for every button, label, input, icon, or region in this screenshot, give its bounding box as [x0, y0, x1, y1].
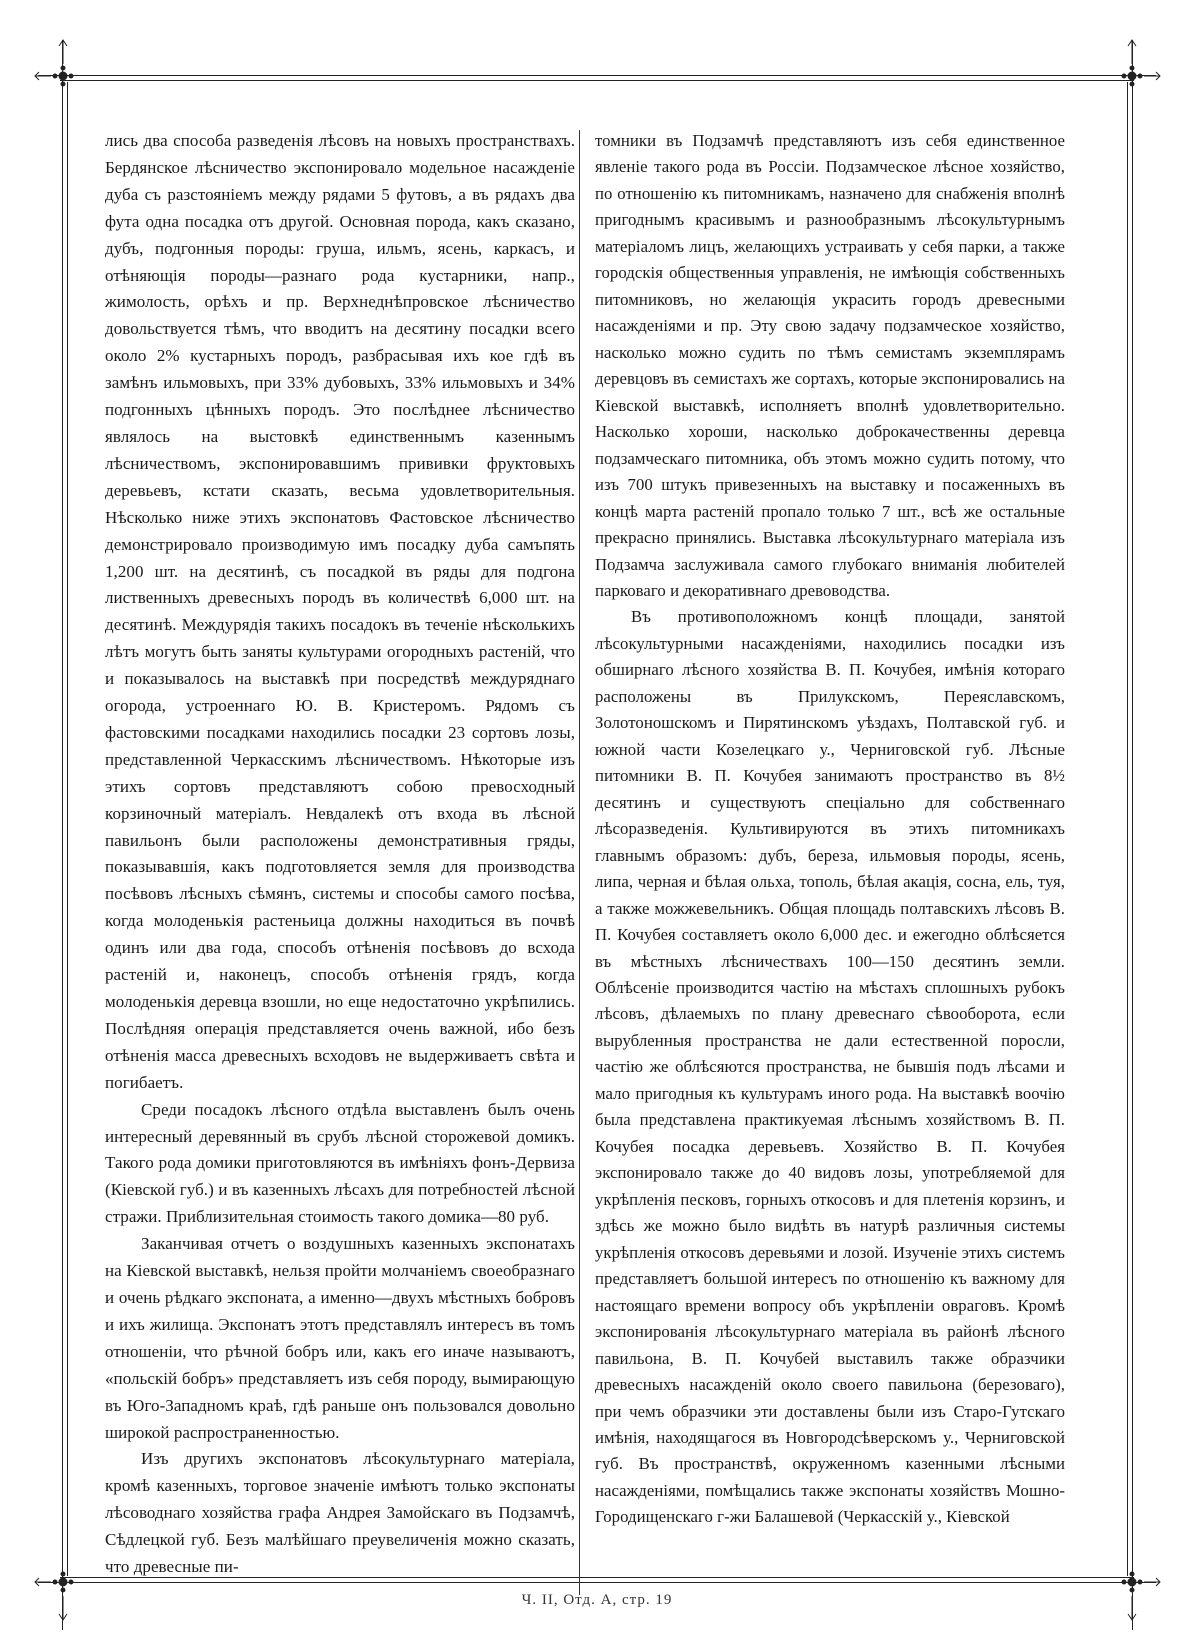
column-divider [579, 130, 580, 1595]
frame-top-line [38, 75, 1156, 76]
frame-right-line [1132, 40, 1133, 1630]
paragraph: Среди посадокъ лѣсного отдѣла выставленъ былъ очень интересный деревянный въ срубъ лѣсной сторожевой домикъ. Такого рода домики приготовляются въ имѣніяхъ фонъ-Дервиза (Кіевской губ.) и въ казенныхъ лѣсахъ для потребностей лѣсной стражи. Приблизительная стоимость такого домика—80 руб. [105, 1099, 575, 1227]
paragraph: Изъ другихъ экспонатовъ лѣсокультурнаго матеріала, кромѣ казенныхъ, торговое значеніе имѣютъ только экспонаты лѣсоводнаго хозяйства графа Андрея Замойскаго въ Подзамчѣ, Сѣдлецкой губ. Безъ малѣйшаго преувеличенія можно сказать, что древесные пи- [105, 1449, 575, 1577]
corner-ornament-icon [33, 1542, 93, 1622]
page-footer: Ч. II, Отд. А, стр. 19 [521, 1592, 673, 1608]
frame-right-line-inner [1127, 82, 1128, 1576]
frame-left-line-inner [67, 82, 68, 1576]
corner-ornament-icon [1102, 1542, 1162, 1622]
left-text-column [105, 128, 575, 1581]
right-text-column [595, 128, 1065, 1531]
frame-bottom-line [38, 1582, 1156, 1583]
frame-top-line-inner [60, 80, 1134, 81]
paragraph: Заканчивая отчетъ о воздушныхъ казенныхъ экспонатахъ на Кіевской выставкѣ, нельзя пройти молчаніемъ своеобразнаго и очень рѣдкаго экспоната, а именно—двухъ мѣстныхъ бобровъ и ихъ жилища. Экспонатъ этотъ представлялъ интересъ въ томъ отношеніи, что рѣчной бобръ или, какъ его иначе называютъ, «польскій бобръ» представляетъ изъ себя породу, вымирающую въ Юго-Западномъ краѣ, гдѣ раньше онъ пользовался довольно широкой распространенностью. [105, 1234, 575, 1442]
paragraph: лись два способа разведенія лѣсовъ на новыхъ пространствахъ. Бердянское лѣсничество экспонировало модельное насажденіе дуба съ разстояніемъ между рядами 5 футовъ, а въ рядахъ два фута одна посадка отъ другой. Основная порода, какъ сказано, дубъ, подгонныя породы: груша, ильмъ, ясень, каркасъ, и отѣняющія породы—разнаго рода кустарники, напр., жимолость, орѣхъ и пр. Верхнеднѣпровское лѣсничество довольствуется тѣмъ, что вводитъ на десятину посадки всего около 2% кустарныхъ породъ, разбрасывая ихъ кое гдѣ въ замѣнъ ильмовыхъ, при 33% дубовыхъ, 33% ильмовыхъ и 34% подгонныхъ цѣнныхъ породъ. Это послѣднее лѣсничество являлось на выстовкѣ единственнымъ казеннымъ лѣсничествомъ, экспонировавшимъ прививки фруктовыхъ деревьевъ, кстати сказать, весьма удовлетворительныя. Нѣсколько ниже этихъ экспонатовъ Фастовское лѣсничество демонстрировало производимую имъ посадку дуба самъпять 1,200 шт. на десятинѣ, съ посадкой въ ряды для подгона лиственныхъ древесныхъ породъ въ количествѣ 6,000 шт. на десятинѣ. Междурядія такихъ посадокъ въ теченіе нѣсколькихъ лѣтъ могутъ быть заняты культурами огородныхъ растеній, что и показывалось на выставкѣ при посредствѣ междуряднаго огорода, устроеннаго Ю. В. Кристеромъ. Рядомъ съ фастовскими посадками находились посадки 23 сортовъ лозы, представленной Черкасскимъ лѣсничествомъ. Нѣкоторые изъ этихъ сортовъ представляютъ собою превосходный корзиночный матеріалъ. Невдалекѣ отъ входа въ лѣсной павильонъ были расположены демонстративныя гряды, показывавшія, какъ подготовляется земля для производства посѣвовъ лѣсныхъ сѣмянъ, системы и способы самого посѣва, когда молоденькія растеньица должны находиться въ почвѣ одинъ или два года, способъ отѣненія посѣвовъ до всхода растеній и, наконецъ, способъ отѣненія грядъ, когда молоденькія деревца взошли, но еще недостаточно укрѣпились. Послѣдняя операція представляется очень важной, ибо безъ отѣненія масса древесныхъ всходовъ не выдерживаетъ свѣта и погибаетъ. [105, 131, 575, 1092]
paragraph: томники въ Подзамчѣ представляютъ изъ себя единственное явленіе такого рода въ Россіи. Подзамческое лѣсное хозяйство, по отношенію къ питомникамъ, назначено для снабженія вполнѣ пригоднымъ красивымъ и разнообразнымъ лѣсокультурнымъ матеріаломъ лицъ, желающихъ устраивать у себя парки, а также городскія общественныя управленія, не имѣющія собственныхъ питомниковъ, но желающія украсить городъ древесными насажденіями и пр. Эту свою задачу подзамческое хозяйство, насколько можно судить по тѣмъ семистамъ экземплярамъ деревцовъ въ семистахъ же сортахъ, которые экспонировались на Кіевской выставкѣ, исполняетъ вполнѣ удовлетворительно. Насколько хороши, насколько доброкачественны деревца подзамческаго питомника, объ этомъ можно судить потому, что изъ 700 штукъ привезенныхъ на выставку и посаженныхъ въ концѣ марта растеній пропало только 7 шт., всѣ же остальные прекрасно принялись. Выставка лѣсокультурнаго матеріала изъ Подзамча заслуживала самого глубокаго вниманія любителей парковаго и декоративнаго древоводства. [595, 131, 1065, 600]
corner-ornament-icon [33, 38, 93, 118]
frame-left-line [62, 40, 63, 1630]
paragraph: Въ противоположномъ концѣ площади, занятой лѣсокультурными насажденіями, находились посадки изъ обширнаго лѣсного хозяйства В. П. Кочубея, имѣнія котораго расположены въ Прилукскомъ, Переяславскомъ, Золотоношскомъ и Пирятинскомъ уѣздахъ, Полтавской губ. и южной части Козелецкаго у., Черниговской губ. Лѣсные питомники В. П. Кочубея занимаютъ пространство въ 8½ десятинъ и существуютъ спеціально для собственнаго лѣсоразведенія. Культивируются въ этихъ питомникахъ главнымъ образомъ: дубъ, береза, ильмовыя породы, ясень, липа, черная и бѣлая ольха, тополь, бѣлая акація, сосна, ель, туя, а также можжевельникъ. Общая площадь полтавскихъ лѣсовъ В. П. Кочубея составляетъ около 6,000 дес. и ежегодно облѣсяется въ мѣстныхъ лѣсничествахъ 100—150 десятинъ земли. Облѣсеніе производится частію на мѣстахъ сплошныхъ рубокъ лѣсовъ, дѣлаемыхъ по плану древеснаго сѣвооборота, если вырубленныя пространства не дали естественной поросли, частію же облѣсяются пространства, не бывшія подъ лѣсами и мало пригодныя къ культурамъ иного рода. На выставкѣ воочію была представлена практикуемая лѣснымъ хозяйствомъ В. П. Кочубея посадка деревьевъ. Хозяйство В. П. Кочубея экспонировало также до 40 видовъ лозы, употребляемой для укрѣпленія песковъ, горныхъ откосовъ и для плетенія корзинъ, и здѣсь же можно было видѣть въ натурѣ различныя системы укрѣпленія откосовъ деревьями и лозой. Изученіе этихъ системъ представляетъ большой интересъ по отношенію къ важному для настоящаго времени вопросу объ укрѣпленіи овраговъ. Кромѣ экспонированія лѣсокультурнаго матеріала въ районѣ лѣсного павильона, В. П. Кочубей выставилъ также образчики древесныхъ насажденій около своего павильона (березоваго), при чемъ образчики эти доставлены были изъ Старо-Гутскаго имѣнія, находящагося въ Новгородсѣверскомъ у., Черниговской губ. Въ пространствѣ, окруженномъ казенными лѣсными насажденіями, помѣщались также экспонаты хозяйствъ Мошно-Городищенскаго г-жи Балашевой (Черкасскій у., Кіевской [595, 607, 1065, 1527]
corner-ornament-icon [1102, 38, 1162, 118]
